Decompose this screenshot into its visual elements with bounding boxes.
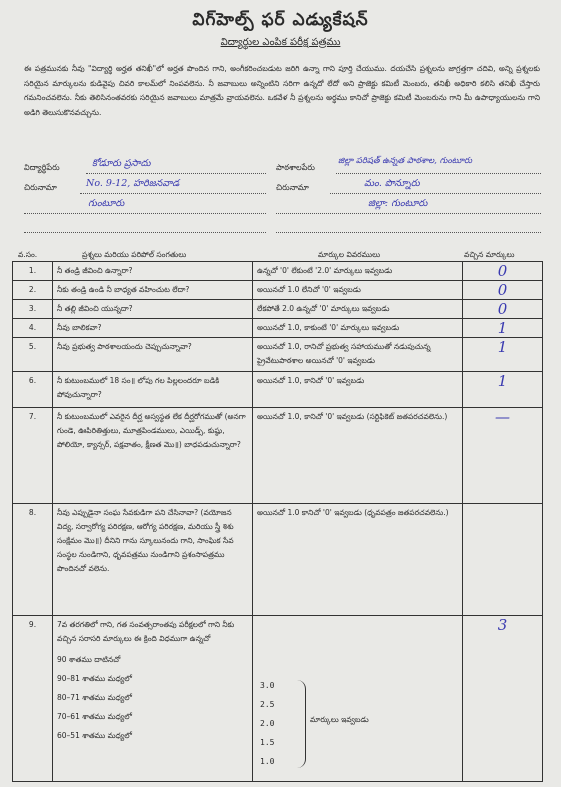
row-score: [463, 504, 543, 616]
school-address-value1: మం. పొన్నూరు: [364, 178, 420, 189]
school-name-label: పాఠశాలపేరు: [276, 163, 315, 172]
student-address-value1: No. 9-12, హరిజనవాడ: [86, 178, 180, 189]
row-number: 6.: [13, 372, 53, 408]
row-number: 9.: [13, 616, 53, 782]
school-address-line1: [330, 193, 541, 194]
question-table: [12, 261, 543, 782]
student-name-value: కోడూరు ప్రసాదు: [92, 158, 151, 169]
row-marks: అయినచో 1.0, కాకుంటే '0' మార్కులు ఇవ్వబడు: [253, 319, 463, 338]
row-question-text: 7వ తరగతిలో గాని, గత సంవత్సరాంతపు పరీక్షలలో గాని నీకు వచ్చిన సరాసరి మార్కులు ఈ క్రింది విధముగా ఉన్నచో: [57, 620, 235, 643]
row-score: 3: [463, 616, 543, 782]
row-score: 1: [463, 372, 543, 408]
grade-label: 60–51 శాతము మధ్యలో: [57, 731, 132, 740]
row-marks: అయినచో 1.0, కానిచో '0' ఇవ్వబడు (సర్టిఫికెట్ జతపరచవలెను.): [253, 408, 463, 504]
row-marks: ఉన్నచో '0' లేకుంటే '2.0' మార్కులు ఇవ్వబడు: [253, 262, 463, 281]
table-row: [13, 408, 543, 504]
col-header-marks-awarded: వచ్చిన మార్కులు: [464, 250, 515, 259]
row-score: 0: [463, 262, 543, 281]
grade-value: 2.0: [260, 719, 275, 728]
row-question: నీ కుటుంబములో ఎవరైన దీర్ఘ అస్వస్థత లేక దీర్ఘరోగముతో (అనగా గుండె, ఊపిరితిత్తులు, మూత్రపిండములు, ఎయిడ్స్, కుష్ఠు, పోలియో, క్యాన్సర్, పక్షవాతం, క్షీణత మొ॥) బాధపడుచున్నారా?: [53, 408, 253, 504]
student-address-line2: [24, 213, 266, 214]
grade-label: 90 శాతము దాటినచో: [57, 655, 121, 664]
row-marks: [253, 616, 463, 782]
table-row: [13, 372, 543, 408]
row-number: 4.: [13, 319, 53, 338]
school-name-line: [336, 173, 541, 174]
row-question: నీవు బాలికవా?: [53, 319, 253, 338]
school-address-label: చిరునామా: [276, 183, 309, 192]
table-row: [13, 616, 543, 782]
col-header-serial: వ.సం.: [18, 250, 38, 259]
row-question: నీవు ప్రభుత్వ పాఠశాలయందు చెప్పుచున్నావా?: [53, 338, 253, 372]
grade-label: 80–71 శాతము మధ్యలో: [57, 693, 132, 702]
row-number: 2.: [13, 281, 53, 300]
grade-value: 3.0: [260, 681, 275, 690]
table-row: [13, 300, 543, 319]
table-row: [13, 281, 543, 300]
row-score: 1: [463, 338, 543, 372]
row-score: —: [463, 408, 543, 504]
col-header-marks-details: మార్కుల వివరములు: [318, 250, 381, 259]
row-number: 3.: [13, 300, 53, 319]
school-address-line3: [276, 232, 541, 233]
row-number: 5.: [13, 338, 53, 372]
row-question: నీ తల్లి జీవించి యున్నదా?: [53, 300, 253, 319]
row-number: 8.: [13, 504, 53, 616]
row-number: 7.: [13, 408, 53, 504]
student-address-value2: గుంటూరు: [88, 198, 125, 209]
row-question: [53, 616, 253, 782]
form-title: విగ్‌హెల్ప్ ఫర్ ఎడ్యుకేషన్: [192, 10, 369, 30]
row-question: నీవు ఎప్పుడైనా సంఘ సేవకుడిగా పని చేసినావా? (వయోజన విద్య, సర్వారోగ్య పరిరక్షణ, ఆరోగ్య పరిరక్షణ, మరియు స్త్రీ శిశు సంక్షేమం మొ॥) దీనిని గాను స్కూలునందు గాని, సాంఘిక సేవ సంస్థల నుండిగాని, ధృవపత్రము నుండిగాని ప్రశంసాపత్రము పొందినచో వలెను.: [53, 504, 253, 616]
grade-label: 90–81 శాతము మధ్యలో: [57, 674, 132, 683]
grade-label: 70–61 శాతము మధ్యలో: [57, 712, 132, 721]
school-address-value2: జిల్లా: గుంటూరు: [368, 198, 428, 209]
row-question: నీ కుటుంబములో 18 సం॥ లోపు గల పిల్లలందరూ బడికి పోవుచున్నారా?: [53, 372, 253, 408]
form-subtitle: విద్యార్థుల ఎంపిక పరీక్ష పత్రము: [220, 37, 341, 48]
school-address-line2: [276, 213, 541, 214]
grade-value: 2.5: [260, 700, 275, 709]
row-score: 1: [463, 319, 543, 338]
student-address-line3: [24, 232, 266, 233]
row-question: నీకు తండ్రి ఉండి నీ బాధ్యత వహించుట లేదా?: [53, 281, 253, 300]
grades-note: మార్కులు ఇవ్వబడు: [310, 715, 369, 724]
grades-brace: [297, 680, 306, 768]
col-header-question: ప్రశ్నలు మరియు పరిపోల్ సంగతులు: [82, 250, 187, 259]
instructions-paragraph: ఈ పత్రమునకు నీవు "విద్యార్థి అర్హత తనిఖీ"లో అర్హత పొందిన గాని, అంగీకరించబడుట జరిగి ఉన్నా గాని పూర్తి చేయుము. దయచేసి ప్రశ్నలను జాగ్రత్తగా చదివి, అన్ని ప్రశ్నలకు సరియైన మార్కులను కుడివైపు చివరి కాలమ్‌లో నింపవలెను. నీ జవాబులు అన్నింటిని సరిగా ఉన్నదో లేదో అని ప్రాజెక్టు కమిటీ మెంబరు, తనిఖీ అధికారి కలిసి తనిఖీ చేస్తారు గమనించవలెను. నీకు తెలిసినంతవరకు సరియైన జవాబులు మాత్రమే వ్రాయవలెను. ఒకవేళ నీ ప్రశ్నలను అర్థము కానిచో ప్రాజెక్టు కమిటీ మెంబరును గాని మీ ఉపాధ్యాయులను గాని అడిగి తెలుసుకొనవచ్చును.: [24, 64, 540, 117]
row-question: నీ తండ్రి జీవించి ఉన్నారా?: [53, 262, 253, 281]
row-score: 0: [463, 300, 543, 319]
table-row: [13, 262, 543, 281]
grade-value: 1.5: [260, 738, 275, 747]
student-name-label: విద్యార్థిపేరు: [24, 163, 60, 172]
row-marks: అయినచో 1.0, రానిచో ప్రభుత్వ సహాయముతో నడుపుచున్న ప్రైవేటుపాఠశాల అయినచో '0' ఇవ్వబడు: [253, 338, 463, 372]
row-number: 1.: [13, 262, 53, 281]
table-row: [13, 504, 543, 616]
grade-value: 1.0: [260, 757, 275, 766]
row-score: 0: [463, 281, 543, 300]
student-address-line1: [80, 193, 266, 194]
row-marks: అయినచో 1.0, కానిచో '0' ఇవ్వబడు: [253, 372, 463, 408]
table-row: [13, 338, 543, 372]
table-row: [13, 319, 543, 338]
row-marks: అయినచో 1.0 లేనిచో '0' ఇవ్వబడు: [253, 281, 463, 300]
student-address-label: చిరునామా: [24, 183, 57, 192]
school-name-value: జిల్లా పరిషత్ ఉన్నత పాఠశాల, గుంటూరు: [338, 156, 473, 166]
student-name-line: [86, 173, 266, 174]
row-marks: అయినచో 1.0 కానిచో '0' ఇవ్వబడు (ధృవపత్రం జతపరచవలెను.): [253, 504, 463, 616]
row-marks: లేకపోతే 2.0 ఉన్నచో '0' మార్కులు ఇవ్వబడు: [253, 300, 463, 319]
